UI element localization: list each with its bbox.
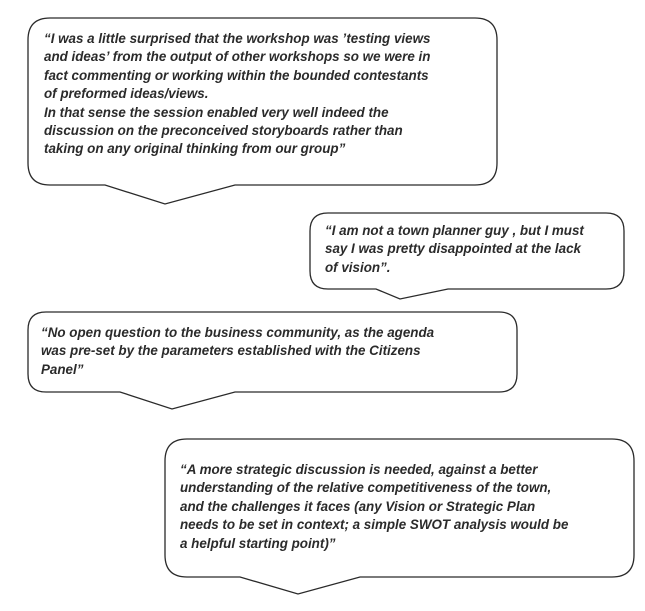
quote-line: “A more strategic discussion is needed, against a better <box>180 462 538 477</box>
quote-line: a helpful starting point)” <box>180 535 336 551</box>
quote-line: understanding of the relative competitiveness of the town, <box>180 480 552 496</box>
quote-line: was pre-set by the parameters established with the Citizens <box>41 343 421 359</box>
quote-line: taking on any original thinking from our group” <box>44 141 346 157</box>
quote-line: fact commenting or working within the bounded contestants <box>44 67 429 83</box>
speech-bubble-3-quote <box>41 324 434 379</box>
quote-line: needs to be set in context; a simple SWOT analysis would be <box>180 517 569 533</box>
speech-bubble-1-quote <box>44 30 430 159</box>
quote-line: “No open question to the business community, as the agenda <box>41 325 435 340</box>
quote-line: of preformed ideas/views. <box>44 86 209 102</box>
quote-line: In that sense the session enabled very well indeed the <box>44 104 389 120</box>
speech-bubble-2-quote <box>325 222 584 277</box>
quote-line: “I was a little surprised that the workshop was ’testing views <box>44 31 431 46</box>
quote-line: of vision”. <box>325 259 391 275</box>
quote-line: discussion on the preconceived storyboards rather than <box>44 123 403 139</box>
quote-line: “I am not a town planner guy , but I must <box>325 223 584 238</box>
quote-line: and the challenges it faces (any Vision or Strategic Plan <box>180 498 536 514</box>
quote-line: and ideas’ from the output of other workshops so we were in <box>44 49 431 65</box>
speech-bubble-4-quote <box>180 461 568 553</box>
quote-line: Panel” <box>41 361 84 377</box>
quote-line: say I was pretty disappointed at the lack <box>325 241 581 257</box>
